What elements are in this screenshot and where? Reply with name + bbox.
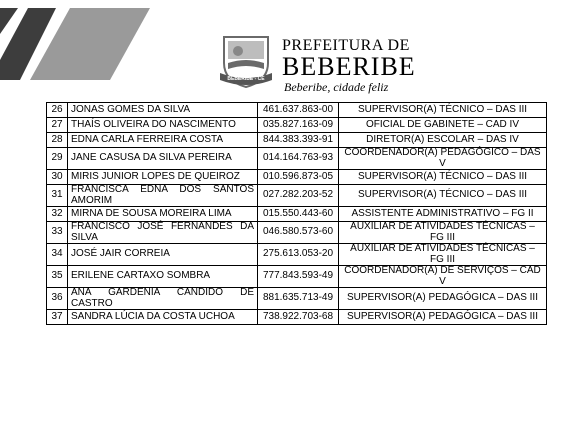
row-number: 32 <box>47 207 68 222</box>
role-title: AUXILIAR DE ATIVIDADES TÉCNICAS – FG III <box>339 222 547 244</box>
employee-name: SANDRA LÚCIA DA COSTA UCHOA <box>68 310 258 325</box>
employee-name: EDNA CARLA FERREIRA COSTA <box>68 133 258 148</box>
employee-name: JONAS GOMES DA SILVA <box>68 103 258 118</box>
row-number: 36 <box>47 288 68 310</box>
employee-name: JANE CASUSA DA SILVA PEREIRA <box>68 148 258 170</box>
cpf-number: 046.580.573-60 <box>258 222 339 244</box>
table-row <box>47 148 547 170</box>
table-row <box>47 244 547 266</box>
role-title: SUPERVISOR(A) PEDAGÓGICA – DAS III <box>339 288 547 310</box>
table-row <box>47 118 547 133</box>
table-row <box>47 170 547 185</box>
role-title: SUPERVISOR(A) TÉCNICO – DAS III <box>339 185 547 207</box>
cpf-number: 881.635.713-49 <box>258 288 339 310</box>
employee-name: ERILENE CARTAXO SOMBRA <box>68 266 258 288</box>
org-name-line2: BEBERIBE <box>282 52 416 81</box>
table-row <box>47 288 547 310</box>
row-number: 31 <box>47 185 68 207</box>
row-number: 26 <box>47 103 68 118</box>
cpf-number: 738.922.703-68 <box>258 310 339 325</box>
role-title: COORDENADOR(A) DE SERVIÇOS – CAD V <box>339 266 547 288</box>
cpf-number: 777.843.593-49 <box>258 266 339 288</box>
employee-name: FRANCISCA EDNA DOS SANTOS AMORIM <box>68 185 258 207</box>
row-number: 27 <box>47 118 68 133</box>
cpf-number: 844.383.393-91 <box>258 133 339 148</box>
row-number: 33 <box>47 222 68 244</box>
table-row <box>47 207 547 222</box>
employee-name: THAÍS OLIVEIRA DO NASCIMENTO <box>68 118 258 133</box>
employee-name: ANA GARDENIA CANDIDO DE CASTRO <box>68 288 258 310</box>
header-text <box>282 38 416 94</box>
row-number: 34 <box>47 244 68 266</box>
row-number: 35 <box>47 266 68 288</box>
role-title: AUXILIAR DE ATIVIDADES TÉCNICAS – FG III <box>339 244 547 266</box>
slogan: Beberibe, cidade feliz <box>284 80 389 94</box>
role-title: DIRETOR(A) ESCOLAR – DAS IV <box>339 133 547 148</box>
table-row <box>47 222 547 244</box>
table-row <box>47 310 547 325</box>
cpf-number: 010.596.873-05 <box>258 170 339 185</box>
cpf-number: 014.164.763-93 <box>258 148 339 170</box>
cpf-number: 461.637.863-00 <box>258 103 339 118</box>
table-row <box>47 185 547 207</box>
role-title: SUPERVISOR(A) PEDAGÓGICA – DAS III <box>339 310 547 325</box>
decorative-stripes <box>0 0 150 80</box>
role-title: COORDENADOR(A) PEDAGÓGICO – DAS V <box>339 148 547 170</box>
cpf-number: 035.827.163-09 <box>258 118 339 133</box>
role-title: OFICIAL DE GABINETE – CAD IV <box>339 118 547 133</box>
row-number: 37 <box>47 310 68 325</box>
cpf-number: 027.282.203-52 <box>258 185 339 207</box>
employee-name: MIRIS JUNIOR LOPES DE QUEIROZ <box>68 170 258 185</box>
row-number: 28 <box>47 133 68 148</box>
svg-text:BEBERIBE - CE: BEBERIBE - CE <box>227 76 265 82</box>
role-title: SUPERVISOR(A) TÉCNICO – DAS III <box>339 103 547 118</box>
row-number: 29 <box>47 148 68 170</box>
table-row <box>47 103 547 118</box>
table-row <box>47 266 547 288</box>
municipal-seal-logo <box>216 33 276 91</box>
employee-name: JOSÉ JAIR CORREIA <box>68 244 258 266</box>
employee-name: MIRNA DE SOUSA MOREIRA LIMA <box>68 207 258 222</box>
row-number: 30 <box>47 170 68 185</box>
org-name-line1: PREFEITURA DE <box>282 37 410 54</box>
employee-name: FRANCISCO JOSÉ FERNANDES DA SILVA <box>68 222 258 244</box>
cpf-number: 015.550.443-60 <box>258 207 339 222</box>
role-title: ASSISTENTE ADMINISTRATIVO – FG II <box>339 207 547 222</box>
role-title: SUPERVISOR(A) TÉCNICO – DAS III <box>339 170 547 185</box>
cpf-number: 275.613.053-20 <box>258 244 339 266</box>
table-row <box>47 133 547 148</box>
staff-table <box>46 102 547 325</box>
